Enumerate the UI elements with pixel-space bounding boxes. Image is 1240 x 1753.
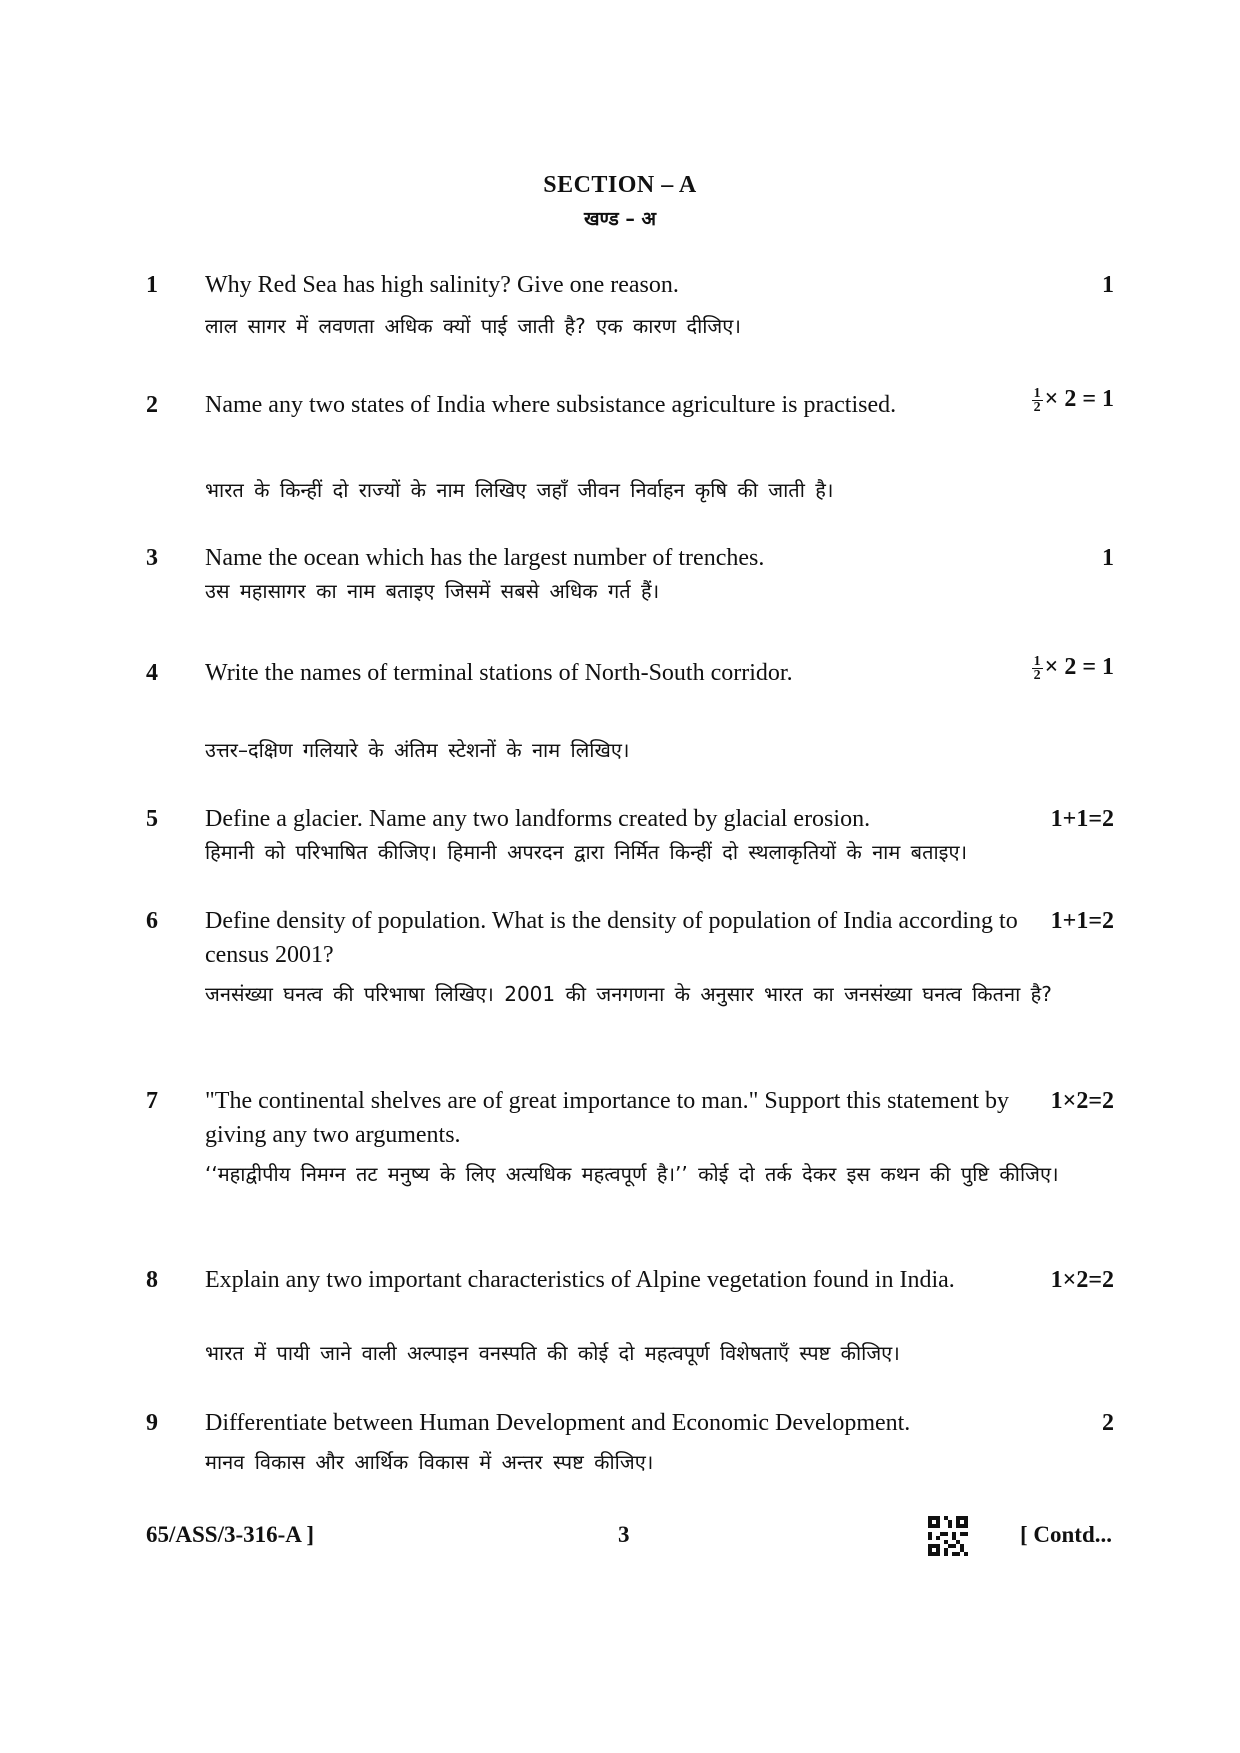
section-subtitle: खण्ड – अ xyxy=(584,208,656,230)
fraction-half: $\frac{1}{2}$ xyxy=(1033,385,1041,415)
question-marks: 1×2=2 xyxy=(1050,1088,1114,1114)
question-hindi: भारत के किन्हीं दो राज्यों के नाम लिखिए जहाँ जीवन निर्वाहन कृषि की जाती है। xyxy=(205,478,834,502)
section-title: SECTION – A xyxy=(543,172,697,198)
question-hindi: ‘‘महाद्वीपीय निमग्न तट मनुष्य के लिए अत्यधिक महत्वपूर्ण है।’’ कोई दो तर्क देकर इस कथन की पुष्टि कीजिए। xyxy=(205,1162,1059,1186)
question-marks: 1×2=2 xyxy=(1050,1267,1114,1293)
question-english: Differentiate between Human Development and Economic Development. xyxy=(205,1410,911,1436)
question-marks: 1+1=2 xyxy=(1050,806,1114,832)
question-english: Name the ocean which has the largest number of trenches. xyxy=(205,545,765,571)
question-marks: 1 xyxy=(1102,545,1114,571)
question-english: Why Red Sea has high salinity? Give one reason. xyxy=(205,272,679,298)
question-english: Write the names of terminal stations of North-South corridor. xyxy=(205,660,793,686)
question-number: 8 xyxy=(146,1267,158,1293)
question-english: "The continental shelves are of great importance to man." Support this statement by giving any two arguments. xyxy=(205,1088,1010,1148)
question-hindi: भारत में पायी जाने वाली अल्पाइन वनस्पति की कोई दो महत्वपूर्ण विशेषताएँ स्पष्ट कीजिए। xyxy=(205,1341,900,1365)
question-marks: 2 xyxy=(1102,1410,1114,1436)
question-number: 6 xyxy=(146,908,158,934)
page-number: 3 xyxy=(618,1522,630,1547)
continued-label: [ Contd... xyxy=(1019,1522,1112,1547)
question-marks: 1 xyxy=(1102,272,1114,298)
question-number: 4 xyxy=(146,660,158,686)
fraction-half: $\frac{1}{2}$ xyxy=(1033,653,1041,683)
question-hindi: मानव विकास और आर्थिक विकास में अन्तर स्पष्ट कीजिए। xyxy=(205,1450,654,1474)
question-number: 2 xyxy=(146,392,158,418)
question-english: Define density of population. What is the density of population of India according to census 2001? xyxy=(205,908,1018,968)
question-number: 1 xyxy=(146,272,158,298)
question-marks: $\frac{1}{2}$ × 2 = 1 xyxy=(1033,653,1114,683)
question-hindi: उस महासागर का नाम बताइए जिसमें सबसे अधिक गर्त हैं। xyxy=(205,579,660,603)
question-marks: 1+1=2 xyxy=(1050,908,1114,934)
question-hindi: जनसंख्या घनत्व की परिभाषा लिखिए। 2001 की जनगणना के अनुसार भारत का जनसंख्या घनत्व कितना है? xyxy=(205,982,1052,1006)
question-number: 3 xyxy=(146,545,158,571)
question-hindi: हिमानी को परिभाषित कीजिए। हिमानी अपरदन द्वारा निर्मित किन्हीं दो स्थलाकृतियों के नाम बताइए। xyxy=(205,840,968,864)
section-header xyxy=(0,172,1240,231)
question-hindi: लाल सागर में लवणता अधिक क्यों पाई जाती है? एक कारण दीजिए। xyxy=(205,314,741,338)
question-marks: $\frac{1}{2}$ × 2 = 1 xyxy=(1033,385,1114,415)
question-hindi: उत्तर–दक्षिण गलियारे के अंतिम स्टेशनों के नाम लिखिए। xyxy=(205,738,630,762)
question-number: 7 xyxy=(146,1088,158,1114)
question-english: Define a glacier. Name any two landforms created by glacial erosion. xyxy=(205,806,871,832)
question-english: Name any two states of India where subsistance agriculture is practised. xyxy=(205,392,897,418)
qr-code-icon xyxy=(928,1516,968,1556)
question-english: Explain any two important characteristics of Alpine vegetation found in India. xyxy=(205,1267,955,1293)
question-number: 5 xyxy=(146,806,158,832)
paper-code: 65/ASS/3-316-A ] xyxy=(146,1522,315,1547)
question-number: 9 xyxy=(146,1410,158,1436)
